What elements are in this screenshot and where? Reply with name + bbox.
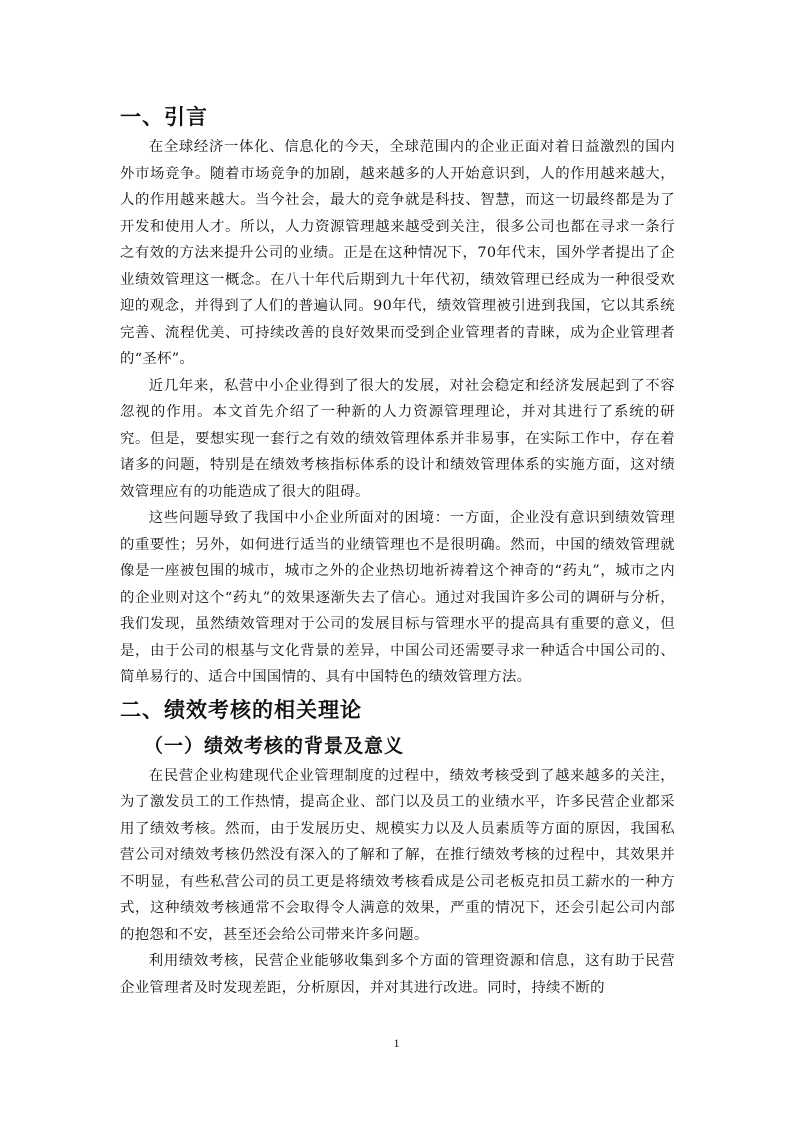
page-number: 1 xyxy=(393,1036,400,1050)
section-heading-theory: 二、绩效考核的相关理论 xyxy=(120,697,362,722)
paragraph: 在民营企业构建现代企业管理制度的过程中，绩效考核受到了越来越多的关注，为了激发员工的工作热情，提高企业、部门以及员工的业绩水平，许多民营企业都采用了绩效考核。然而，由于发展历史、规模实力以及人员素质等方面的原因，我国私营公司对绩效考核仍然没有深入的了解和了解，在推行绩效考核的过程中，其效果并不明显，有些私营公司的员工更是将绩效考核看成是公司老板克扣员工薪水的一种方式，这种绩效考核通常不会取得令人满意的效果，严重的情况下，还会引起公司内部的抱怨和不安，甚至还会给公司带来许多问题。 xyxy=(120,767,675,943)
paragraph: 在全球经济一体化、信息化的今天，全球范围内的企业正面对着日益激烈的国内外市场竞争。随着市场竞争的加剧，越来越多的人开始意识到，人的作用越来越大，人的作用越来越大。当今社会，最大的竞争就是科技、智慧，而这一切最终都是为了开发和使用人才。所以，人力资源管理越来越受到关注，很多公司也都在寻求一条行之有效的方法来提升公司的业绩。正是在这种情况下，70年代末，国外学者提出了企业绩效管理这一概念。在八十年代后期到九十年代初，绩效管理已经成为一种很受欢迎的观念，并得到了人们的普遍认同。90年代，绩效管理被引进到我国，它以其系统完善、流程优美、可持续改善的良好效果而受到企业管理者的青睐，成为企业管理者的“圣杯”。 xyxy=(120,139,675,367)
paragraph: 这些问题导致了我国中小企业所面对的困境：一方面，企业没有意识到绩效管理的重要性；另外，如何进行适当的业绩管理也不是很明确。然而，中国的绩效管理就像是一座被包围的城市，城市之外的企业热切地祈祷着这个神奇的“药丸”，城市之内的企业则对这个“药丸”的效果逐渐失去了信心。通过对我国许多公司的调研与分析，我们发现，虽然绩效管理对于公司的发展目标与管理水平的提高具有重要的意义，但是，由于公司的根基与文化背景的差异，中国公司还需要寻求一种适合中国公司的、简单易行的、适合中国国情的、具有中国特色的绩效管理方法。 xyxy=(120,510,675,685)
section-heading-introduction: 一、引言 xyxy=(120,105,208,129)
paragraph: 近几年来，私营中小企业得到了很大的发展，对社会稳定和经济发展起到了不容忽视的作用。本文首先介绍了一种新的人力资源管理理论，并对其进行了系统的研究。但是，要想实现一套行之有效的绩效管理体系并非易事，在实际工作中，存在着诸多的问题，特别是在绩效考核指标体系的设计和绩效管理体系的实施方面，这对绩效管理应有的功能造成了很大的阻碍。 xyxy=(120,377,675,500)
subsection-heading-background: （一）绩效考核的背景及意义 xyxy=(144,734,405,757)
paragraph: 利用绩效考核，民营企业能够收集到多个方面的管理资源和信息，这有助于民营企业管理者及时发现差距，分析原因，并对其进行改进。同时，持续不断的 xyxy=(120,953,675,996)
document-body xyxy=(120,98,675,1001)
